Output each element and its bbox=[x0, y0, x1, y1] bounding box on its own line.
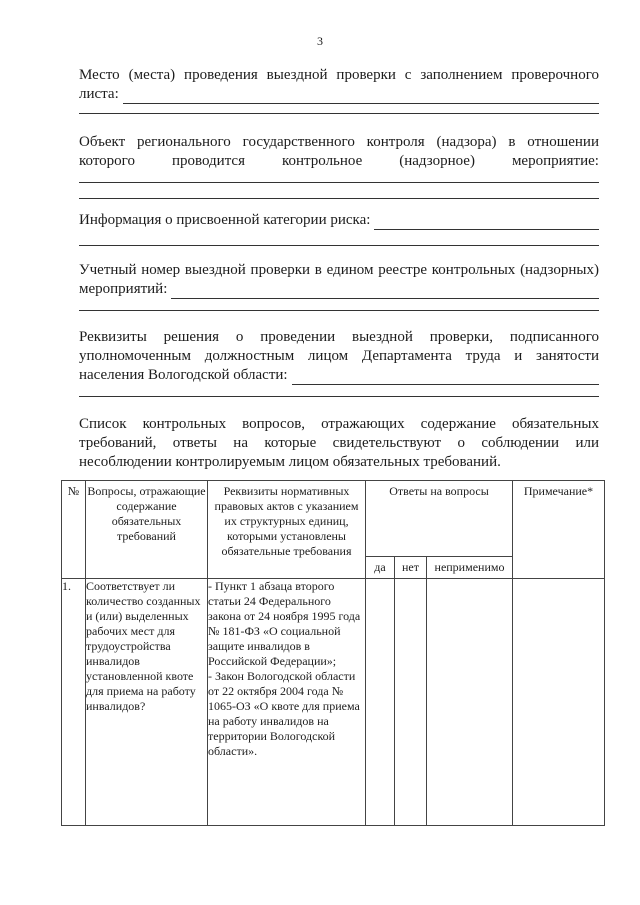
header-num: № bbox=[62, 481, 86, 579]
header-requisites: Реквизиты нормативных правовых актов с указанием их структурных единиц, которыми установлены обязательные требования bbox=[208, 481, 366, 579]
table-row bbox=[62, 579, 605, 826]
object-word: которого bbox=[79, 153, 135, 169]
decision-line-2: уполномоченным должностным лицом Департамента труда и занятости bbox=[79, 348, 599, 364]
decision-label: населения Вологодской области: bbox=[79, 367, 288, 383]
header-no: нет bbox=[395, 557, 427, 579]
row-question: Соответствует ли количество созданных и (или) выделенных рабочих мест для трудоустройства инвалидов установленной квоте для приема на работу инвалидов? bbox=[86, 579, 208, 826]
decision-blank-line[interactable] bbox=[79, 396, 599, 397]
decision-line-1: Реквизиты решения о проведении выездной проверки, подписанного bbox=[79, 329, 599, 345]
object-word: проводится bbox=[171, 153, 245, 169]
object-word: контрольное bbox=[281, 153, 363, 169]
place-label: листа: bbox=[79, 86, 119, 102]
record-line-1: Учетный номер выездной проверки в едином реестре контрольных (надзорных) bbox=[79, 262, 599, 278]
checklist-table bbox=[61, 480, 605, 826]
record-blank-line[interactable] bbox=[79, 310, 599, 311]
header-note: Примечание* bbox=[513, 481, 605, 579]
risk-field[interactable] bbox=[374, 215, 599, 230]
risk-line bbox=[79, 211, 599, 230]
object-blank-line-1[interactable] bbox=[79, 182, 599, 183]
object-blank-line-2[interactable] bbox=[79, 198, 599, 199]
object-word: мероприятие: bbox=[511, 153, 599, 169]
record-field[interactable] bbox=[171, 284, 599, 299]
page-number: 3 bbox=[317, 34, 323, 48]
intro-line-2: требований, ответы на которые свидетельствуют о соблюдении или bbox=[79, 435, 599, 451]
object-line-2 bbox=[79, 152, 599, 171]
risk-label: Информация о присвоенной категории риска: bbox=[79, 212, 371, 228]
row-no-cell[interactable] bbox=[395, 579, 427, 826]
row-yes-cell[interactable] bbox=[366, 579, 395, 826]
place-blank-line[interactable] bbox=[79, 113, 599, 114]
header-answers: Ответы на вопросы bbox=[366, 481, 513, 557]
header-na: неприменимо bbox=[427, 557, 513, 579]
place-line-2 bbox=[79, 85, 599, 104]
header-questions: Вопросы, отражающие содержание обязательных требований bbox=[86, 481, 208, 579]
decision-line-3 bbox=[79, 366, 599, 385]
risk-blank-line[interactable] bbox=[79, 245, 599, 246]
object-word: (надзорное) bbox=[399, 153, 475, 169]
record-label: мероприятий: bbox=[79, 281, 168, 297]
place-line-1: Место (места) проведения выездной проверки с заполнением проверочного bbox=[79, 67, 599, 83]
header-yes: да bbox=[366, 557, 395, 579]
record-line-2 bbox=[79, 280, 599, 299]
row-note-cell[interactable] bbox=[513, 579, 605, 826]
row-requisites: - Пункт 1 абзаца второго статьи 24 Федерального закона от 24 ноября 1995 года № 181-ФЗ «О социальной защите инвалидов в Российской Федерации»; - Закон Вологодской области от 22 октября 2004 года № 1065-ОЗ «О квоте для приема на работу инвалидов на территории Вологодской области». bbox=[208, 579, 366, 826]
intro-line-3: несоблюдении контролируемым лицом обязательных требований. bbox=[79, 454, 501, 470]
object-line-1: Объект регионального государственного контроля (надзора) в отношении bbox=[79, 134, 599, 150]
intro-line-1: Список контрольных вопросов, отражающих содержание обязательных bbox=[79, 416, 599, 432]
row-na-cell[interactable] bbox=[427, 579, 513, 826]
decision-field[interactable] bbox=[292, 370, 599, 385]
row-num: 1. bbox=[62, 579, 86, 826]
place-field[interactable] bbox=[123, 89, 599, 104]
